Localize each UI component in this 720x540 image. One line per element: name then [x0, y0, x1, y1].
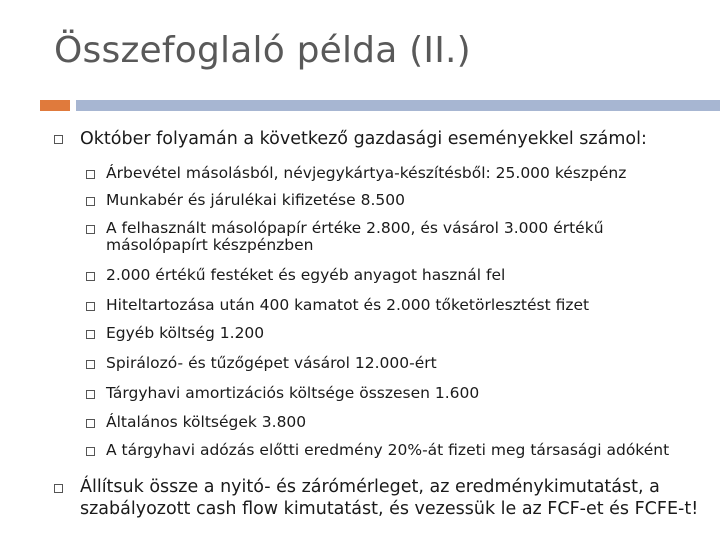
bullet-square-icon: [86, 302, 95, 311]
bullet-square-icon: [54, 484, 63, 493]
bullet-square-icon: [86, 447, 95, 456]
sub-bullet-text: Általános költségek 3.800: [106, 413, 307, 431]
bullet-square-icon: [86, 272, 95, 281]
bullet-text: Október folyamán a következő gazdasági eseményekkel számol:: [80, 129, 647, 149]
sub-bullet-text: Munkabér és járulékai kifizetése 8.500: [106, 191, 405, 209]
sub-bullet-text-continued: másolópapírt készpénzben: [106, 236, 314, 254]
title-accent-bar: [40, 100, 70, 111]
bullet-square-icon: [86, 170, 95, 179]
bullet-square-icon: [86, 225, 95, 234]
sub-bullet-text: Egyéb költség 1.200: [106, 324, 265, 342]
bullet-square-icon: [54, 135, 63, 144]
bullet-square-icon: [86, 360, 95, 369]
bullet-square-icon: [86, 419, 95, 428]
sub-bullet-text: Tárgyhavi amortizációs költsége összesen 1.600: [106, 384, 480, 402]
bullet-square-icon: [86, 390, 95, 399]
sub-bullet-text: A tárgyhavi adózás előtti eredmény 20%-át fizeti meg társasági adóként: [106, 441, 670, 459]
sub-bullet-text: Spirálozó- és tűzőgépet vásárol 12.000-ért: [106, 354, 437, 372]
sub-bullet-text: 2.000 értékű festéket és egyéb anyagot használ fel: [106, 266, 506, 284]
bullet-square-icon: [86, 197, 95, 206]
slide-title: Összefoglaló példa (II.): [54, 30, 471, 71]
bullet-text-continued: szabályozott cash flow kimutatást, és vezessük le az FCF-et és FCFE-t!: [80, 499, 699, 519]
bullet-square-icon: [86, 330, 95, 339]
sub-bullet-text: Hiteltartozása után 400 kamatot és 2.000 tőketörlesztést fizet: [106, 296, 590, 314]
bullet-text: Állítsuk össze a nyitó- és zárómérleget, az eredménykimutatást, a: [80, 477, 660, 497]
title-rule-bar: [76, 100, 720, 111]
sub-bullet-text: A felhasznált másolópapír értéke 2.800, és vásárol 3.000 értékű: [106, 219, 604, 237]
sub-bullet-text: Árbevétel másolásból, névjegykártya-készítésből: 25.000 készpénz: [106, 164, 627, 182]
